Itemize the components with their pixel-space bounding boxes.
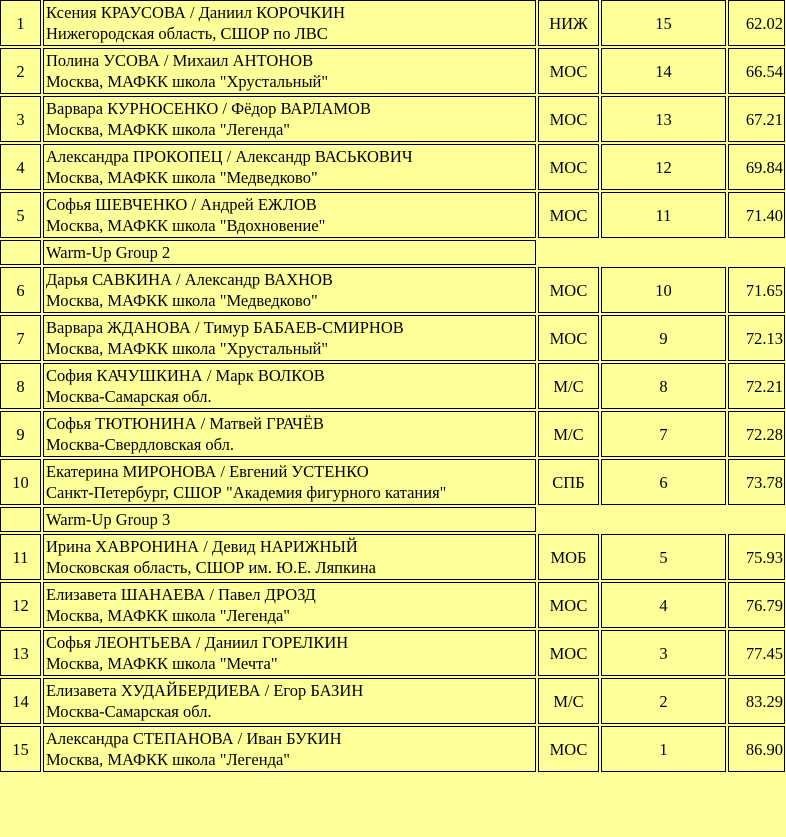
nation-cell: МОС (538, 726, 599, 772)
start-number-cell: 15 (601, 0, 726, 46)
pair-cell (43, 726, 536, 772)
score-cell: 76.79 (728, 582, 785, 628)
club-name: Москва, МАФКК школа "Легенда" (46, 750, 291, 769)
start-number-cell: 5 (601, 534, 726, 580)
club-name: Санкт-Петербург, СШОР "Академия фигурного катания" (46, 483, 447, 502)
place-cell: 15 (0, 726, 41, 772)
table-row (0, 144, 785, 190)
pair-names: Екатерина МИРОНОВА / Евгений УСТЕНКО (46, 462, 369, 481)
pair-names: Александра СТЕПАНОВА / Иван БУКИН (46, 729, 342, 748)
pair-cell (43, 0, 536, 46)
place-cell: 12 (0, 582, 41, 628)
start-number-cell: 8 (601, 363, 726, 409)
table-row (0, 96, 785, 142)
table-row (0, 726, 785, 772)
nation-cell: МОС (538, 48, 599, 94)
start-number-cell: 12 (601, 144, 726, 190)
pair-names: Варвара ЖДАНОВА / Тимур БАБАЕВ-СМИРНОВ (46, 318, 404, 337)
nation-cell: М/С (538, 363, 599, 409)
place-cell: 7 (0, 315, 41, 361)
pair-names: Софья ЛЕОНТЬЕВА / Даниил ГОРЕЛКИН (46, 633, 349, 652)
pair-names: Александра ПРОКОПЕЦ / Александр ВАСЬКОВИЧ (46, 147, 413, 166)
start-number-cell: 4 (601, 582, 726, 628)
start-number-cell: 14 (601, 48, 726, 94)
table-row (0, 678, 785, 724)
place-cell: 1 (0, 0, 41, 46)
club-name: Московская область, СШОР им. Ю.Е. Ляпкина (46, 558, 377, 577)
club-name: Москва, МАФКК школа "Хрустальный" (46, 72, 329, 91)
nation-cell: М/С (538, 678, 599, 724)
club-name: Москва-Самарская обл. (46, 702, 212, 721)
score-cell: 69.84 (728, 144, 785, 190)
group-empty-cell (538, 507, 785, 532)
score-cell: 73.78 (728, 459, 785, 505)
pair-names: Полина УСОВА / Михаил АНТОНОВ (46, 51, 314, 70)
club-name: Москва-Самарская обл. (46, 387, 212, 406)
score-cell: 66.54 (728, 48, 785, 94)
score-cell: 75.93 (728, 534, 785, 580)
nation-cell: НИЖ (538, 0, 599, 46)
start-number-cell: 2 (601, 678, 726, 724)
club-name: Москва, МАФКК школа "Медведково" (46, 168, 318, 187)
pair-cell (43, 48, 536, 94)
nation-cell: МОБ (538, 534, 599, 580)
pair-cell (43, 267, 536, 313)
pair-cell (43, 630, 536, 676)
table-row (0, 411, 785, 457)
pair-cell (43, 363, 536, 409)
place-cell: 14 (0, 678, 41, 724)
place-cell: 8 (0, 363, 41, 409)
nation-cell: МОС (538, 582, 599, 628)
pair-names: Варвара КУРНОСЕНКО / Фёдор ВАРЛАМОВ (46, 99, 371, 118)
club-name: Москва, МАФКК школа "Легенда" (46, 120, 291, 139)
warmup-group-row (0, 507, 785, 532)
group-spacer-cell (0, 240, 41, 265)
start-number-cell: 1 (601, 726, 726, 772)
club-name: Москва, МАФКК школа "Вдохновение" (46, 216, 326, 235)
nation-cell: М/С (538, 411, 599, 457)
club-name: Нижегородская область, СШОР по ЛВС (46, 24, 328, 43)
start-number-cell: 13 (601, 96, 726, 142)
place-cell: 9 (0, 411, 41, 457)
warmup-group-label: Warm-Up Group 3 (43, 507, 536, 532)
nation-cell: МОС (538, 630, 599, 676)
pair-names: София КАЧУШКИНА / Марк ВОЛКОВ (46, 366, 325, 385)
club-name: Москва, МАФКК школа "Легенда" (46, 606, 291, 625)
pair-cell (43, 315, 536, 361)
table-row (0, 582, 785, 628)
warmup-group-row (0, 240, 785, 265)
table-row (0, 630, 785, 676)
pair-names: Софья ШЕВЧЕНКО / Андрей ЕЖЛОВ (46, 195, 317, 214)
pair-cell (43, 678, 536, 724)
place-cell: 5 (0, 192, 41, 238)
table-row (0, 267, 785, 313)
pair-cell (43, 96, 536, 142)
score-cell: 71.40 (728, 192, 785, 238)
start-number-cell: 7 (601, 411, 726, 457)
table-row (0, 192, 785, 238)
score-cell: 62.02 (728, 0, 785, 46)
score-cell: 83.29 (728, 678, 785, 724)
place-cell: 3 (0, 96, 41, 142)
pair-cell (43, 459, 536, 505)
club-name: Москва-Свердловская обл. (46, 435, 235, 454)
table-row (0, 534, 785, 580)
nation-cell: МОС (538, 315, 599, 361)
pair-names: Ирина ХАВРОНИНА / Девид НАРИЖНЫЙ (46, 537, 358, 556)
group-spacer-cell (0, 507, 41, 532)
table-row (0, 459, 785, 505)
start-number-cell: 11 (601, 192, 726, 238)
pair-cell (43, 144, 536, 190)
start-number-cell: 3 (601, 630, 726, 676)
nation-cell: МОС (538, 267, 599, 313)
table-row (0, 315, 785, 361)
pair-cell (43, 192, 536, 238)
warmup-group-label: Warm-Up Group 2 (43, 240, 536, 265)
score-cell: 72.28 (728, 411, 785, 457)
club-name: Москва, МАФКК школа "Хрустальный" (46, 339, 329, 358)
pair-names: Елизавета ХУДАЙБЕРДИЕВА / Егор БАЗИН (46, 681, 364, 700)
pair-names: Дарья САВКИНА / Александр ВАХНОВ (46, 270, 333, 289)
table-row (0, 363, 785, 409)
pair-names: Елизавета ШАНАЕВА / Павел ДРОЗД (46, 585, 316, 604)
score-cell: 67.21 (728, 96, 785, 142)
pair-cell (43, 534, 536, 580)
place-cell: 2 (0, 48, 41, 94)
nation-cell: СПБ (538, 459, 599, 505)
start-number-cell: 9 (601, 315, 726, 361)
nation-cell: МОС (538, 192, 599, 238)
place-cell: 10 (0, 459, 41, 505)
start-number-cell: 10 (601, 267, 726, 313)
nation-cell: МОС (538, 96, 599, 142)
place-cell: 13 (0, 630, 41, 676)
table-row (0, 48, 785, 94)
score-cell: 72.13 (728, 315, 785, 361)
pair-names: Ксения КРАУСОВА / Даниил КОРОЧКИН (46, 3, 346, 22)
table-row (0, 0, 785, 46)
pair-cell (43, 582, 536, 628)
place-cell: 11 (0, 534, 41, 580)
score-cell: 72.21 (728, 363, 785, 409)
pair-names: Софья ТЮТЮНИНА / Матвей ГРАЧЁВ (46, 414, 324, 433)
score-cell: 77.45 (728, 630, 785, 676)
score-cell: 71.65 (728, 267, 785, 313)
start-number-cell: 6 (601, 459, 726, 505)
nation-cell: МОС (538, 144, 599, 190)
score-cell: 86.90 (728, 726, 785, 772)
pair-cell (43, 411, 536, 457)
place-cell: 4 (0, 144, 41, 190)
group-empty-cell (538, 240, 785, 265)
club-name: Москва, МАФКК школа "Мечта" (46, 654, 278, 673)
club-name: Москва, МАФКК школа "Медведково" (46, 291, 318, 310)
place-cell: 6 (0, 267, 41, 313)
